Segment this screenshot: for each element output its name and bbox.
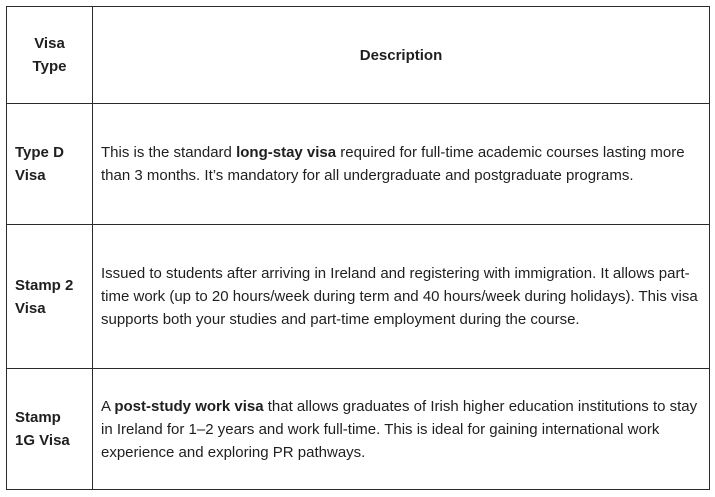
description-cell	[93, 104, 710, 225]
visa-type-line1: Stamp 2	[15, 276, 74, 294]
description-text-rest: that allows graduates of Irish higher education institutions to stay in Ireland for 1–2 years and work full-time. This is ideal for gaining international work experience and exploring PR pathways.	[101, 397, 698, 461]
table-row	[7, 104, 710, 225]
description-text: This is the standard	[101, 144, 237, 161]
header-visa-type	[7, 7, 93, 104]
table-row	[7, 225, 710, 369]
description-highlight: post-study work visa	[114, 397, 264, 415]
header-visa-type-line1: Visa	[34, 35, 65, 52]
description-highlight: long-stay visa	[236, 144, 337, 161]
header-description: Description	[93, 7, 710, 104]
description-text: Issued to students after arriving in Ireland and registering with immigration. It allows part-time work (up to 20 hours/week during term and 40 hours/week during holidays). This visa supports both your studies and part-time employment during the course.	[101, 265, 698, 328]
table-row	[7, 369, 710, 490]
description-cell	[93, 225, 710, 369]
visa-type-line1: Type D	[15, 144, 64, 161]
visa-type-line2: Visa	[15, 167, 46, 184]
visa-table	[6, 6, 710, 490]
visa-type-line2: 1G Visa	[15, 432, 70, 449]
visa-type-cell	[7, 225, 93, 369]
visa-type-cell	[7, 369, 93, 490]
header-visa-type-line2: Type	[32, 58, 67, 75]
description-text: A	[101, 397, 115, 415]
description-cell	[93, 369, 710, 490]
description-text-rest: required for full-time academic courses lasting more than 3 months. It’s mandatory for all undergraduate and postgraduate programs.	[101, 144, 685, 184]
table-header-row	[7, 7, 710, 104]
visa-type-line1: Stamp	[15, 409, 61, 426]
visa-type-line2: Visa	[15, 299, 46, 317]
visa-type-cell	[7, 104, 93, 225]
